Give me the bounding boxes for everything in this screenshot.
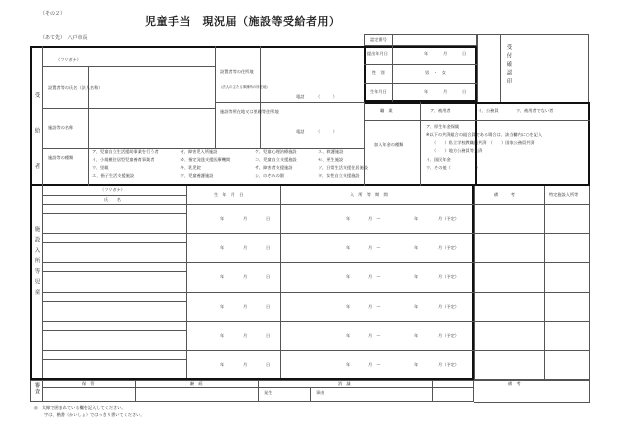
child-dob-unit: 月 [243,362,248,367]
facility-type-option[interactable]: オ、障害児入所施設 [180,149,218,154]
facility-type-option[interactable]: ス、救護施設 [318,149,344,154]
recipient-side-label: 受給者 [33,92,40,199]
child-dob-unit: 日 [266,362,271,367]
facility-type-option[interactable]: ケ、児童心理治療施設 [255,149,297,154]
submit-day: 日 [462,51,467,56]
review-side-label: 審査 [33,382,40,395]
child-dob-unit: 日 [266,332,271,338]
child-name-field[interactable] [43,263,185,290]
child-period-unit: 年 [414,245,419,251]
submit-year: 年 [424,51,429,56]
footnote-line2: 字は、楷書（かいしょ）ではっきり書いてください。 [44,412,145,417]
child-period-unit: 年 [346,245,351,251]
owner-address-label: 設置者等の住所地 [220,69,254,74]
child-name-field[interactable] [43,205,185,232]
facility-phone-paren: （ ） [316,129,337,134]
pension-line[interactable]: イ、国民年金 [426,157,451,162]
facility-type-option[interactable]: シ、のぞみの園 [255,173,284,178]
job-option-employee[interactable]: ア、被用者 [430,108,451,113]
pension-line[interactable]: （ ）地方公務員等共済 [432,148,483,153]
child-dob-unit: 年 [220,362,225,367]
job-option-non-employee[interactable]: ウ、被用者でない者 [516,108,554,113]
child-period-unit: 月 〜 [368,332,381,338]
child-period-unit: 年 [414,332,419,338]
child-dob-unit: 年 [220,332,225,338]
stamp-label: 受付確認印 [505,44,512,87]
review-col-continue: 継 続 [190,381,203,386]
dob-month: 月 [443,89,448,94]
child-period-label: 入 所 等 期 間 [350,192,388,197]
child-dob-unit: 月 [243,216,248,221]
job-label: 職 業 [380,108,393,113]
cert-no-field[interactable] [393,35,476,45]
child-remarks-label: 備 考 [494,192,515,197]
facility-type-option[interactable]: コ、児童自立支援施設 [255,157,297,162]
child-special-label: 特定施設入所等 [549,192,579,197]
child-dob-unit: 年 [220,245,225,251]
facility-type-option[interactable]: エ、指子生活支援施設 [92,173,135,178]
child-name-field[interactable] [43,293,185,320]
child-period-unit: 年 [346,332,351,338]
facility-type-option[interactable]: タ、女性自立支援施設 [318,173,360,178]
child-dob-unit: 日 [266,274,271,280]
submit-month: 月 [443,51,448,56]
dob-label: 生年月日 [370,89,387,94]
child-period-unit: 年 [414,216,419,221]
footnote-line1: ◎ 太線で囲まれている欄を記入してください。 [34,405,126,410]
child-period-unit: 年 [414,274,419,280]
children-side-label: 施設入所等児童 [33,226,40,300]
gender-label: 性 別 [372,70,385,75]
owner-phone-paren: （ ） [316,94,337,99]
child-period-unit: 月（予定） [438,362,459,367]
facility-phone-label: 電話 [296,129,305,134]
facility-type-option[interactable]: カ、指定発達支援医療機関 [180,157,231,162]
facility-type-option[interactable]: サ、障害者支援施設 [255,165,293,170]
child-name-field[interactable] [43,234,185,261]
child-period-unit: 月（予定） [438,245,459,251]
review-col-expire: 消 滅 [338,381,351,386]
facility-address-label: 施設等所在地又は里親等住所地 [220,109,279,114]
facility-type-option[interactable]: ソ、日常生活支援住居施設 [318,165,368,170]
child-period-unit: 年 [346,362,351,367]
dob-day: 日 [462,89,467,94]
child-period-unit: 月 〜 [368,362,381,367]
child-period-unit: 年 [414,362,419,367]
child-dob-unit: 年 [220,216,225,221]
child-name-field[interactable] [43,322,185,349]
child-period-unit: 月 〜 [368,274,381,280]
child-dob-unit: 月 [243,332,248,338]
child-dob-unit: 年 [220,274,225,280]
child-dob-unit: 日 [266,216,271,221]
recipient-furigana: （フリガナ） [56,57,81,62]
row-divider [474,379,590,380]
child-period-unit: 年 [346,274,351,280]
owner-phone-label: 電話 [296,94,305,99]
review-occur: 発生 [264,390,273,395]
cert-no-label: 認定番号 [370,37,387,42]
child-period-unit: 月 〜 [368,303,381,309]
child-dob-unit: 月 [243,274,248,280]
review-col-keep: 保 管 [82,381,95,386]
review-col-remarks: 備 考 [508,381,521,386]
facility-type-option[interactable]: ク、児童養護施設 [180,173,214,178]
child-period-unit: 年 [346,303,351,309]
child-dob-unit: 月 [243,245,248,251]
page-title: 児童手当 現況届（施設等受給者用） [145,15,341,28]
form-number: （その２） [40,11,66,17]
child-period-unit: 年 [346,216,351,221]
facility-type-label: 施設等の種類 [48,155,74,160]
facility-name-label: 施設等の名称 [48,125,74,130]
child-period-unit: 年 [414,303,419,309]
child-period-unit: 月（予定） [438,216,459,221]
facility-type-option[interactable]: イ、小規模住居型児童養育事業者 [92,157,155,162]
child-period-unit: 月 〜 [368,216,381,221]
child-name-field[interactable] [43,351,185,378]
owner-address-note: （法人の主たる事務所の所在地） [219,85,270,89]
owner-name-label: 設置者等の氏名（法人名称） [48,85,103,90]
addressee: （あて先） 八戸市長 [40,35,88,41]
gender-options[interactable]: 男 ・ 女 [425,70,446,75]
pension-line[interactable]: ア、厚生年金保険 [426,124,460,129]
child-dob-label: 生 年 月 日 [214,192,244,197]
child-name-label: 氏 名 [104,197,121,202]
child-period-unit: 月（予定） [438,303,459,309]
child-period-unit: 月（予定） [438,332,459,338]
facility-type-option[interactable]: ア、児童自立生活援助事業を行う者 [92,149,159,154]
facility-type-option[interactable]: キ、乳児院 [180,165,201,170]
facility-type-option[interactable]: ウ、里親 [92,165,109,170]
child-furigana-label: （フリガナ） [100,187,125,192]
pension-line[interactable]: ウ、その他（ ） [426,165,481,170]
review-reason: 事由 [316,390,325,395]
review-frame [30,380,474,402]
pension-label: 加入年金の種類 [374,142,404,147]
dob-year: 年 [424,89,429,94]
pension-line[interactable]: （ ）私立学校教職員共済 （ ）国家公務員共済 [432,140,535,145]
facility-name-field[interactable] [89,109,214,147]
child-period-unit: 月（予定） [438,274,459,280]
owner-name-field[interactable] [89,67,214,107]
child-dob-unit: 日 [266,245,271,251]
child-dob-unit: 年 [220,303,225,309]
child-period-unit: 月 〜 [368,245,381,251]
facility-address-field[interactable] [261,104,363,128]
owner-address-field[interactable] [261,47,363,93]
child-dob-unit: 日 [266,303,271,309]
submit-date-label: 提出年月日 [367,51,388,56]
job-option-civil-servant[interactable]: イ、公務員 [478,108,499,113]
stamp-column [477,34,589,104]
pension-line[interactable]: ※以下の共済組合の組合員である場合は、該当欄内に○を記入 [426,132,543,137]
facility-type-option[interactable]: セ、更生施設 [318,157,344,162]
child-dob-unit: 月 [243,303,248,309]
